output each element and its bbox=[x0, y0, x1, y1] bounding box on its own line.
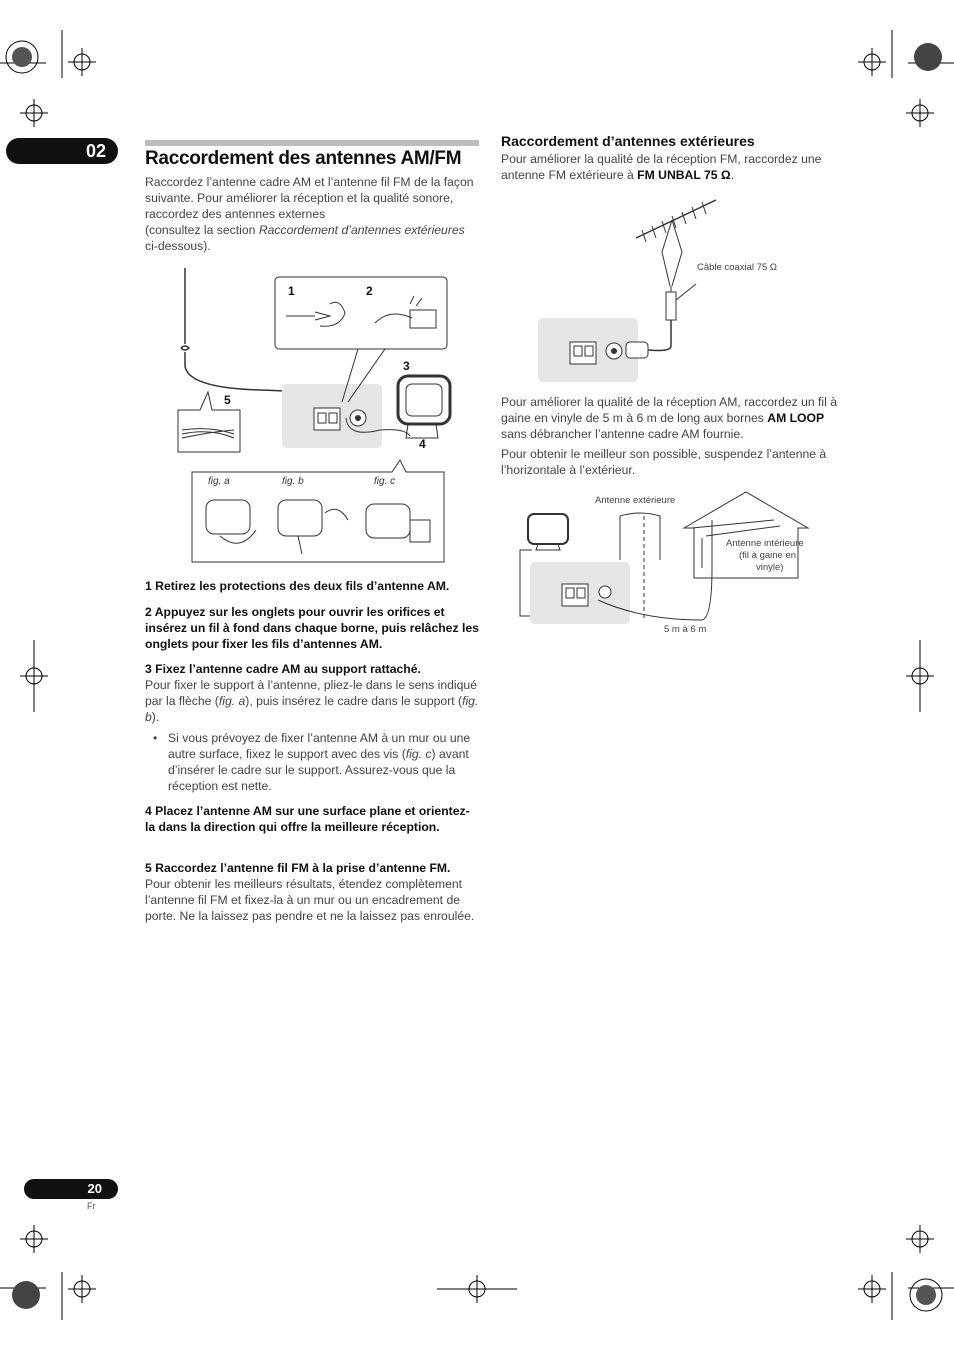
step-3: 3 Fixez l’antenne cadre AM au support rattaché. bbox=[145, 662, 421, 676]
indoor-antenna-label-1: Antenne intérieure bbox=[726, 538, 804, 549]
intro-text-2: (consultez la section bbox=[145, 223, 259, 237]
am-paragraph-2: Pour obtenir le meilleur son possible, suspendez l’antenne à l’horizontale à l’extérieur. bbox=[501, 447, 827, 477]
figure-label-3: 3 bbox=[403, 359, 410, 373]
section-bar bbox=[145, 140, 479, 146]
figure-label-4: 4 bbox=[419, 437, 426, 451]
step-3-fig-b: fig. b bbox=[145, 694, 479, 724]
am-fm-connection-figure bbox=[170, 268, 460, 568]
figure-label-5: 5 bbox=[224, 393, 231, 407]
coax-cable-label: Câble coaxial 75 Ω bbox=[697, 262, 777, 273]
bullet-text-a: Si vous prévoyez de fixer l’antenne AM à un mur ou une autre surface, fixez le support avec des vis ( bbox=[168, 731, 471, 761]
am-outdoor-antenna-figure bbox=[512, 488, 812, 638]
fm-text: Pour améliorer la qualité de la réception FM, raccordez une antenne FM extérieure à bbox=[501, 152, 822, 182]
step-3-text-a: Pour fixer le support à l’antenne, pliez-le dans le sens indiqué par la flèche ( bbox=[145, 678, 477, 708]
language-code: Fr bbox=[87, 1201, 96, 1211]
step-3-text-b: ), puis insérez le cadre dans le support ( bbox=[245, 694, 463, 708]
bullet-text-b: ) avant d’insérer le cadre sur le support. Assurez-vous que la réception est nette. bbox=[168, 747, 469, 793]
bullet-dot: • bbox=[153, 731, 158, 745]
outdoor-antenna-label: Antenne extérieure bbox=[595, 495, 676, 506]
intro-text: Raccordez l’antenne cadre AM et l’antenne fil FM de la façon suivante. Pour améliorer la réception et la qualité sonore, raccordez des antennes externes bbox=[145, 175, 474, 221]
figure-label-2: 2 bbox=[366, 284, 373, 298]
fm-outdoor-antenna-figure bbox=[536, 196, 796, 386]
step-2: 2 Appuyez sur les onglets pour ouvrir les orifices et insérez un fil à fond dans chaque borne, puis relâchez les onglets pour fixer les fils d’antennes AM. bbox=[145, 605, 479, 651]
step-3-body bbox=[145, 677, 479, 725]
fig-a-label: fig. a bbox=[208, 476, 230, 487]
step-5-body: Pour obtenir les meilleurs résultats, étendez complètement l’antenne fil FM et fixez-la à un mur ou un encadrement de porte. Ne la laissez pas pendre et ne la laissez pas enroulée. bbox=[145, 877, 475, 923]
fig-c-label: fig. c bbox=[374, 476, 396, 487]
step-5: 5 Raccordez l’antenne fil FM à la prise d’antenne FM. bbox=[145, 861, 451, 875]
step-3-text-c: ). bbox=[151, 710, 160, 724]
fm-paragraph bbox=[501, 151, 835, 183]
chapter-number: 02 bbox=[85, 141, 106, 161]
fig-b-label: fig. b bbox=[282, 476, 304, 487]
fm-terminal: FM UNBAL 75 Ω bbox=[637, 168, 731, 182]
step-1: 1 Retirez les protections des deux fils d’antenne AM. bbox=[145, 579, 450, 593]
fm-text-end: . bbox=[730, 168, 735, 182]
step-4: 4 Placez l’antenne AM sur une surface plane et orientez-la dans la direction qui offre la meilleure réception. bbox=[145, 804, 470, 834]
step-3-bullet bbox=[168, 730, 479, 794]
page-number-tab bbox=[24, 1179, 118, 1199]
am-text-b: sans débrancher l’antenne cadre AM fournie. bbox=[501, 427, 744, 441]
step-3-fig-a: fig. a bbox=[218, 694, 246, 708]
page-title: Raccordement des antennes AM/FM bbox=[145, 148, 462, 169]
bullet-fig-c: fig. c bbox=[405, 747, 432, 761]
intro-text-3: ci-dessous). bbox=[145, 239, 211, 253]
figure-label-1: 1 bbox=[288, 284, 295, 298]
intro-paragraph bbox=[145, 174, 479, 254]
indoor-antenna-label-3: vinyle) bbox=[756, 562, 784, 573]
page-number: 20 bbox=[87, 1181, 102, 1196]
am-paragraph bbox=[501, 394, 837, 442]
section-heading-outdoor: Raccordement d’antennes extérieures bbox=[501, 133, 755, 149]
chapter-tab bbox=[6, 138, 118, 164]
length-label: 5 m à 6 m bbox=[664, 624, 707, 635]
intro-reference: Raccordement d’antennes extérieures bbox=[258, 223, 465, 237]
am-terminal: AM LOOP bbox=[767, 411, 825, 425]
indoor-antenna-label-2: (fil à gaine en bbox=[739, 550, 797, 561]
am-text-a: Pour améliorer la qualité de la réception AM, raccordez un fil à gaine en vinyle de 5 m à 6 m de long aux bornes bbox=[501, 395, 838, 425]
